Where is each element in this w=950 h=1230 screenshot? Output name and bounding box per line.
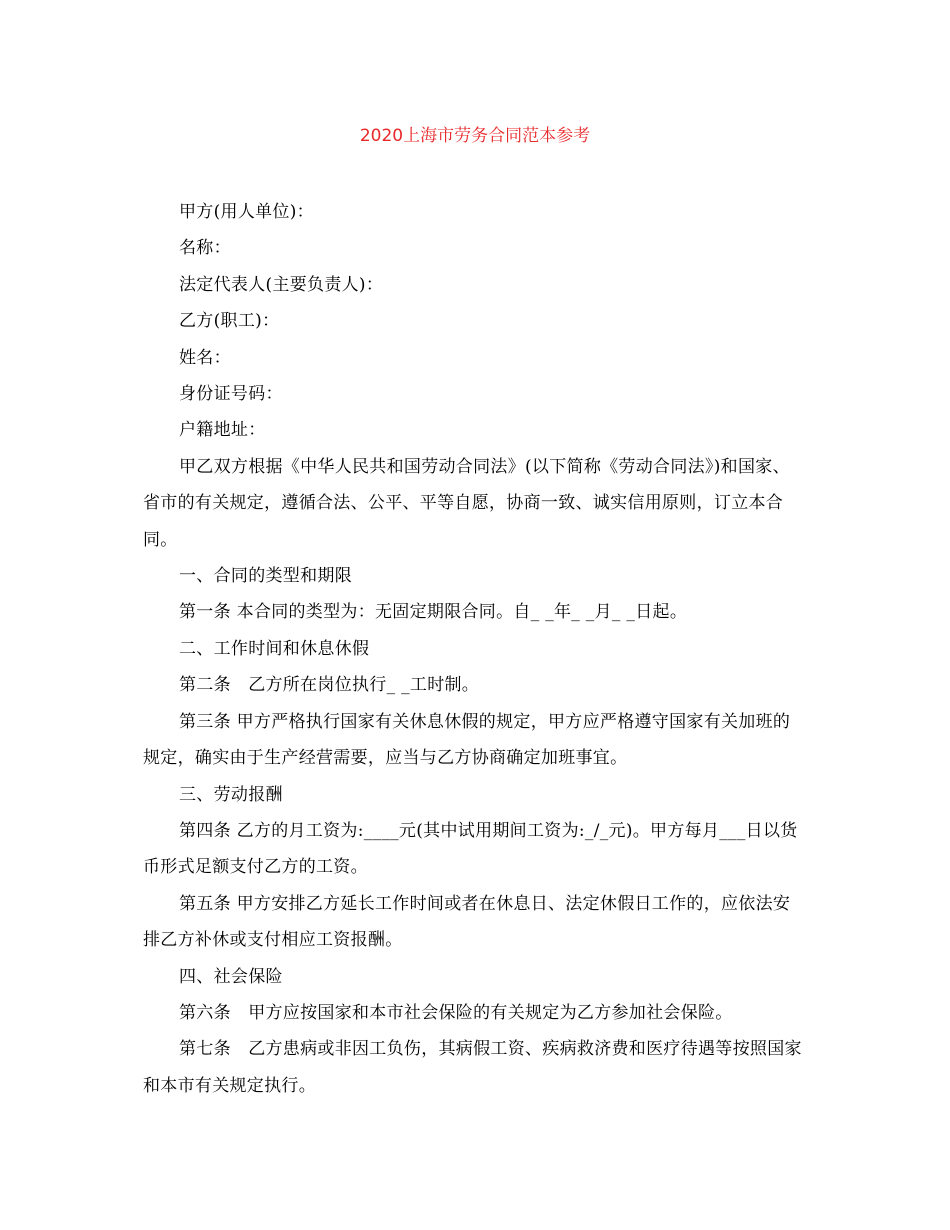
clause-5: 第五条 甲方安排乙方延长工作时间或者在休息日、法定休假日工作的，应依法安排乙方补休或支付相应工资报酬。 (143, 893, 791, 951)
paragraph-name: 名称： (179, 238, 231, 259)
clause-4: 第四条 乙方的月工资为:____元(其中试用期间工资为:_/_元)。甲方每月___日以货币形式足额支付乙方的工资。 (143, 820, 798, 878)
paragraph-legal-representative: 法定代表人(主要负责人)： (179, 274, 384, 295)
section-heading-contract-type: 一、合同的类型和期限 (179, 566, 352, 587)
paragraph-household-address: 户籍地址： (179, 420, 266, 441)
section-heading-remuneration: 三、劳动报酬 (179, 784, 283, 805)
clause-1: 第一条 本合同的类型为：无固定期限合同。自_ _年_ _月_ _日起。 (179, 602, 688, 623)
paragraph-full-name: 姓名： (179, 347, 231, 368)
document-title: 2020上海市劳务合同范本参考 (359, 126, 591, 146)
clause-3: 第三条 甲方严格执行国家有关休息休假的规定，甲方应严格遵守国家有关加班的规定，确实由于生产经营需要，应当与乙方协商确定加班事宜。 (143, 711, 791, 769)
clause-6: 第六条 甲方应按国家和本市社会保险的有关规定为乙方参加社会保险。 (179, 1002, 733, 1023)
section-heading-social-insurance: 四、社会保险 (179, 966, 283, 987)
clause-7: 第七条 乙方患病或非因工负伤，其病假工资、疾病救济费和医疗待遇等按照国家和本市有关规定执行。 (143, 1039, 802, 1096)
section-heading-working-hours: 二、工作时间和休息休假 (179, 638, 370, 659)
clause-2: 第二条 乙方所在岗位执行_ _工时制。 (179, 675, 480, 696)
document-body (143, 194, 803, 1104)
paragraph-preamble: 甲乙双方根据《中华人民共和国劳动合同法》(以下简称《劳动合同法》)和国家、省市的有关规定，遵循合法、公平、平等自愿，协商一致、诚实信用原则，订立本合同。 (143, 456, 790, 550)
paragraph-party-a: 甲方(用人单位)： (179, 202, 314, 222)
paragraph-id-number: 身份证号码： (179, 384, 283, 405)
paragraph-party-b: 乙方(职工)： (179, 311, 280, 332)
